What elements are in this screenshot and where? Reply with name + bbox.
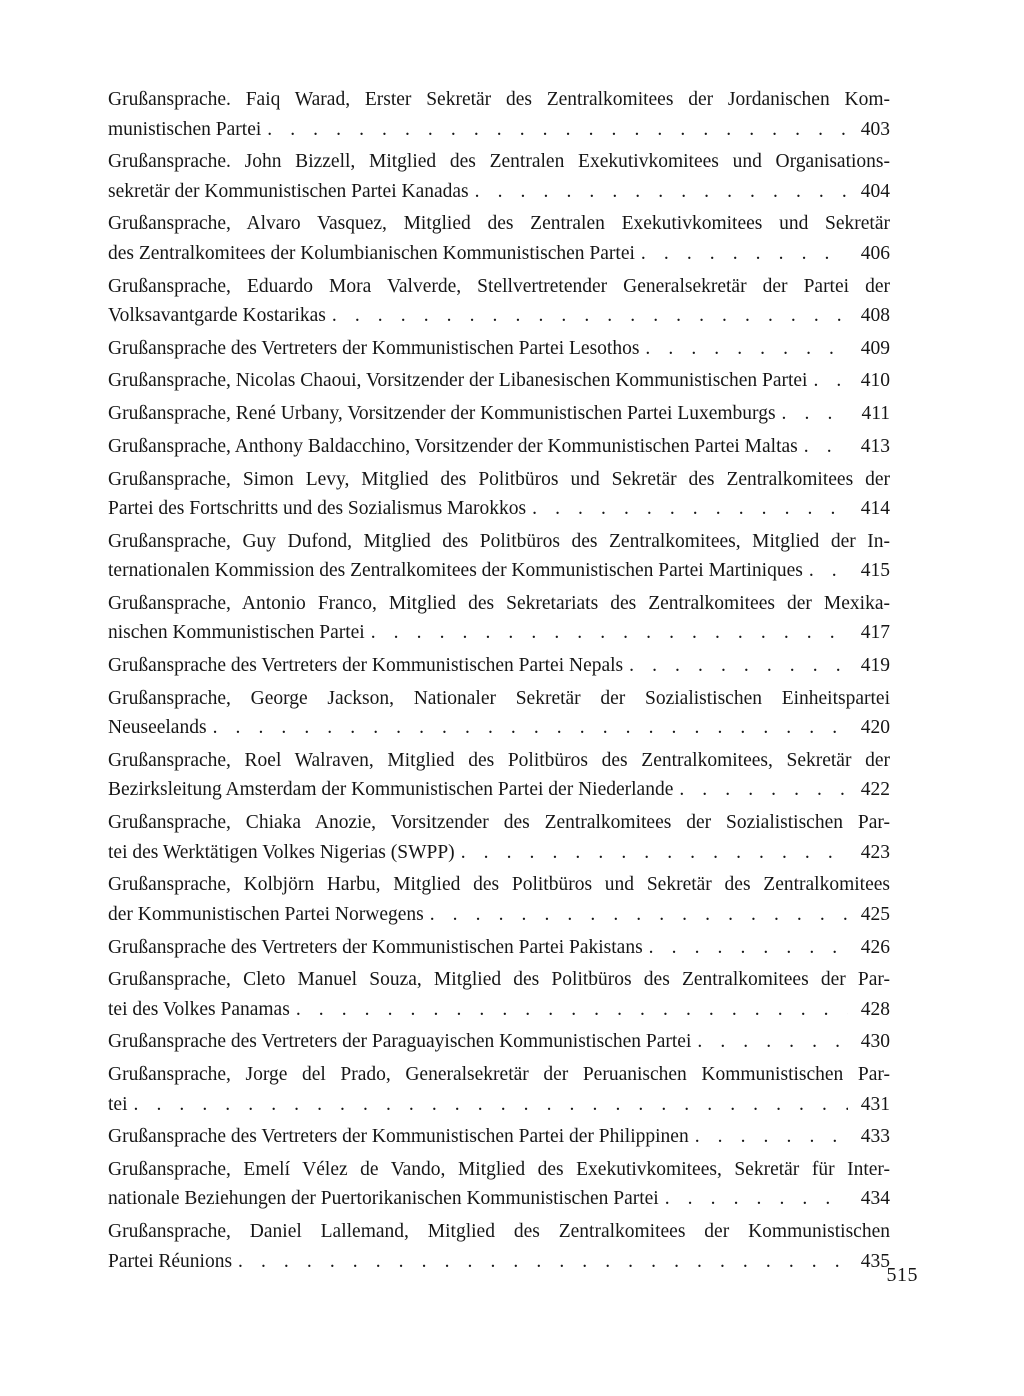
entry-title-line: Grußansprache, George Jackson, Nationaler Sekretär der Sozialistischen Einheitspartei (108, 687, 890, 709)
entry-title-end: Partei Réunions (108, 1250, 233, 1272)
dot-leader (776, 399, 848, 429)
entry-title-line: Grußansprache, Roel Walraven, Mitglied des Politbüros des Zentralkomitees, Sekretär der (108, 749, 890, 771)
entry-title-line: Grußansprache. John Bizzell, Mitglied des Zentralen Exekutivkomitees und Organisations- (108, 151, 890, 173)
entry-title-end: der Kommunistischen Partei Norwegens (108, 903, 424, 925)
dot-leader (365, 618, 848, 648)
page-number: 515 (886, 1264, 918, 1286)
entry-page-number: 431 (860, 1093, 890, 1115)
entry-title-end: Partei des Fortschritts und des Sozialismus Marokkos (108, 498, 527, 519)
entry-title-end: nischen Kommunistischen Partei (108, 622, 365, 644)
toc-entry-7[interactable] (108, 432, 890, 462)
toc-entry-2[interactable] (108, 209, 890, 268)
toc-entry-20[interactable] (108, 1122, 890, 1152)
entry-title-end: sekretär der Kommunistischen Partei Kanadas (108, 180, 469, 202)
entry-title-line: Grußansprache, Antonio Franco, Mitglied des Sekretariats des Zentralkomitees der Mexika- (108, 592, 890, 614)
entry-page-number: 408 (860, 305, 890, 327)
entry-page-number: 422 (860, 779, 890, 801)
entry-title-line: Grußansprache, Kolbjörn Harbu, Mitglied des Politbüros und Sekretär des Zentralkomitees (108, 874, 890, 896)
toc-entry-4[interactable] (108, 334, 890, 364)
entry-page-number: 413 (860, 435, 890, 457)
entry-title-line: Grußansprache, Jorge del Prado, Generalsekretär der Peruanischen Kommunistischen Par- (108, 1064, 890, 1086)
entry-title-end: Grußansprache des Vertreters der Kommunistischen Partei Pakistans (108, 936, 643, 958)
entry-page-number: 406 (860, 242, 890, 264)
entry-page-number: 403 (860, 118, 890, 140)
toc-entry-6[interactable] (108, 399, 890, 429)
toc-entry-15[interactable] (108, 870, 890, 929)
entry-title-end: Grußansprache des Vertreters der Paraguayischen Kommunistischen Partei (108, 1031, 692, 1053)
toc-entry-0[interactable] (108, 85, 890, 144)
toc-entry-22[interactable] (108, 1217, 890, 1276)
entry-title-line: Grußansprache, Guy Dufond, Mitglied des Politbüros des Zentralkomitees, Mitglied der In- (108, 530, 890, 552)
entry-title-end: tei des Werktätigen Volkes Nigerias (SWPP) (108, 841, 455, 863)
toc-entry-19[interactable] (108, 1060, 890, 1119)
entry-page-number: 410 (860, 370, 890, 392)
dot-leader (803, 556, 848, 586)
entry-page-number: 430 (860, 1031, 890, 1053)
entry-title-end: Neuseelands (108, 717, 207, 739)
entry-title-line: Grußansprache. Faiq Warad, Erster Sekretär des Zentralkomitees der Jordanischen Kom- (108, 89, 890, 110)
dot-leader (691, 1027, 848, 1057)
dot-leader (128, 1090, 849, 1120)
dot-leader (290, 995, 848, 1025)
entry-page-number: 415 (860, 560, 890, 582)
entry-page-number: 419 (860, 655, 890, 677)
entry-page-number: 411 (861, 403, 890, 425)
entry-page-number: 414 (860, 498, 890, 519)
entry-page-number: 428 (860, 998, 890, 1020)
entry-title-end: nationale Beziehungen der Puertorikanischen Kommunistischen Partei (108, 1188, 659, 1210)
entry-title-end: Volksavantgarde Kostarikas (108, 305, 326, 327)
dot-leader (798, 432, 848, 462)
entry-page-number: 420 (860, 717, 890, 739)
dot-leader (643, 933, 848, 963)
dot-leader (807, 366, 848, 396)
entry-title-end: tei des Volkes Panamas (108, 998, 290, 1020)
entry-title-end: munistischen Partei (108, 118, 262, 140)
entry-title-line: Grußansprache, Alvaro Vasquez, Mitglied des Zentralen Exekutivkomitees und Sekretär (108, 213, 890, 235)
dot-leader (639, 334, 848, 364)
toc-entry-21[interactable] (108, 1155, 890, 1214)
dot-leader (635, 239, 848, 269)
entry-title-line: Grußansprache, Emelí Vélez de Vando, Mitglied des Exekutivkomitees, Sekretär für Inter- (108, 1158, 890, 1180)
dot-leader (424, 900, 848, 930)
entry-title-end: Grußansprache, Anthony Baldacchino, Vorsitzender der Kommunistischen Partei Maltas (108, 435, 798, 457)
entry-title-end: des Zentralkomitees der Kolumbianischen Kommunistischen Partei (108, 242, 635, 264)
dot-leader (326, 301, 848, 331)
entry-title-end: ternationalen Kommission des Zentralkomitees der Kommunistischen Partei Martiniques (108, 560, 803, 582)
entry-page-number: 409 (860, 337, 890, 359)
dot-leader (261, 115, 848, 145)
dot-leader (673, 775, 848, 805)
entry-page-number: 426 (860, 936, 890, 958)
dot-leader (469, 177, 848, 207)
entry-title-line: Grußansprache, Simon Levy, Mitglied des Politbüros und Sekretär des Zentralkomitees der (108, 468, 890, 490)
entry-page-number: 433 (860, 1126, 890, 1148)
entry-page-number: 435 (860, 1250, 890, 1272)
entry-title-end: Grußansprache des Vertreters der Kommunistischen Partei der Philippinen (108, 1126, 689, 1148)
dot-leader (455, 838, 848, 868)
entry-title-end: Grußansprache des Vertreters der Kommunistischen Partei Lesothos (108, 337, 640, 359)
entry-title-end: Grußansprache, René Urbany, Vorsitzender der Kommunistischen Partei Luxemburgs (108, 403, 776, 425)
toc-entry-1[interactable] (108, 147, 890, 206)
entry-page-number: 417 (860, 622, 890, 644)
toc-entry-12[interactable] (108, 684, 890, 743)
entry-title-line: Grußansprache, Eduardo Mora Valverde, Stellvertretender Generalsekretär der Partei der (108, 275, 890, 297)
dot-leader (526, 494, 848, 524)
dot-leader (232, 1247, 848, 1277)
entry-title-end: Bezirksleitung Amsterdam der Kommunistischen Partei der Niederlande (108, 779, 674, 801)
table-of-contents (108, 85, 890, 1279)
entry-title-line: Grußansprache, Cleto Manuel Souza, Mitglied des Politbüros des Zentralkomitees der Par- (108, 969, 890, 991)
entry-title-line: Grußansprache, Daniel Lallemand, Mitglied des Zentralkomitees der Kommunistischen (108, 1221, 890, 1243)
toc-entry-11[interactable] (108, 651, 890, 681)
entry-page-number: 425 (860, 903, 890, 925)
toc-entry-18[interactable] (108, 1027, 890, 1057)
toc-entry-17[interactable] (108, 965, 890, 1024)
entry-page-number: 404 (860, 180, 890, 202)
entry-title-line: Grußansprache, Chiaka Anozie, Vorsitzender des Zentralkomitees der Sozialistischen Par- (108, 812, 890, 834)
toc-entry-16[interactable] (108, 933, 890, 963)
dot-leader (659, 1184, 848, 1214)
toc-entry-3[interactable] (108, 272, 890, 331)
entry-page-number: 423 (860, 841, 890, 863)
toc-entry-9[interactable] (108, 527, 890, 586)
toc-entry-8[interactable] (108, 465, 890, 524)
toc-entry-10[interactable] (108, 589, 890, 648)
entry-title-end: tei (108, 1093, 128, 1115)
entry-title-end: Grußansprache, Nicolas Chaoui, Vorsitzender der Libanesischen Kommunistischen Partei (108, 370, 808, 392)
entry-title-end: Grußansprache des Vertreters der Kommunistischen Partei Nepals (108, 655, 624, 677)
entry-page-number: 434 (860, 1188, 890, 1210)
dot-leader (689, 1122, 848, 1152)
toc-entry-14[interactable] (108, 808, 890, 867)
dot-leader (207, 713, 848, 743)
toc-entry-13[interactable] (108, 746, 890, 805)
dot-leader (623, 651, 848, 681)
toc-entry-5[interactable] (108, 366, 890, 396)
